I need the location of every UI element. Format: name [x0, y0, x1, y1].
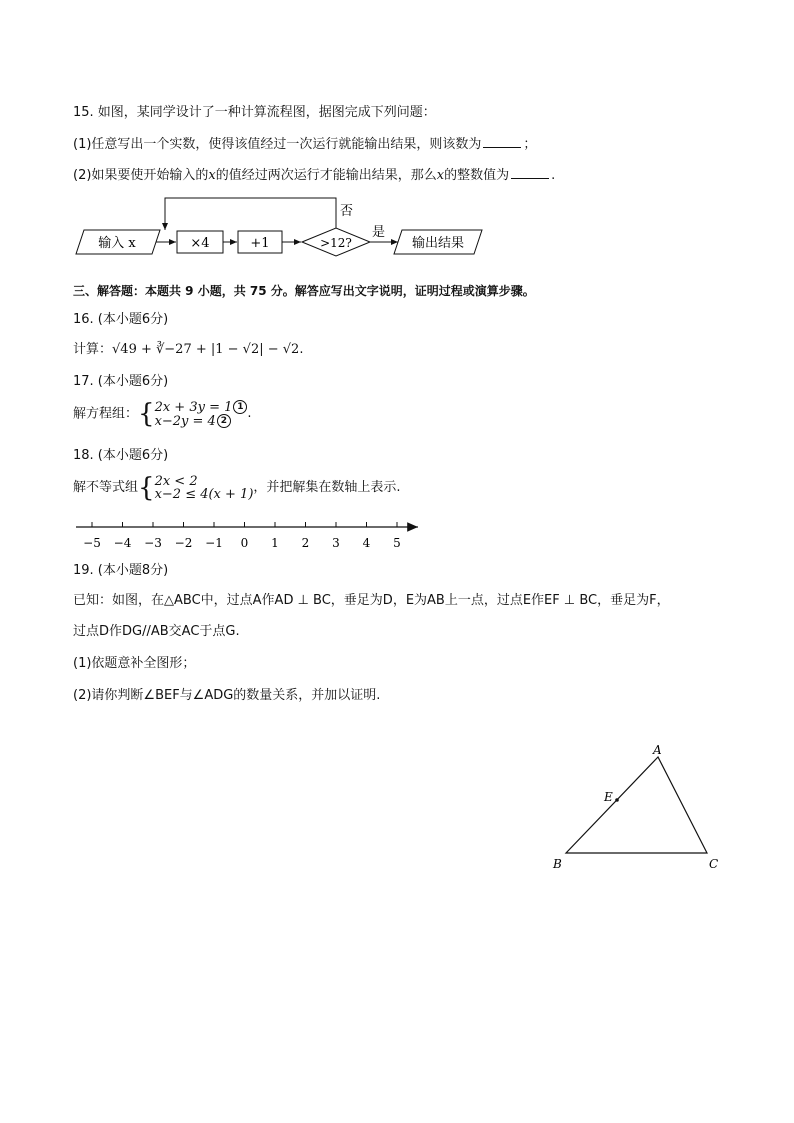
number-line-tick-label: 0 [240, 536, 249, 550]
number-line-tick-label: −5 [83, 536, 101, 550]
flow-condition-label: >12? [320, 236, 352, 250]
flow-output-label: 输出结果 [411, 236, 465, 251]
label-b: B [553, 857, 562, 871]
q18-body [73, 474, 401, 503]
q19-head: 19. (本小题8分) [73, 563, 169, 578]
number-line-tick-label: 3 [332, 536, 340, 550]
number-line-tick-label: 1 [271, 536, 279, 550]
q19-triangle-figure [0, 735, 794, 895]
flow-no-label: 否 [340, 204, 354, 219]
number-line-tick-label: −3 [144, 536, 162, 550]
q16-expression: √49 + ∛−27 + |1 − √2| − √2 [112, 342, 300, 357]
q15-part2-var2: x [436, 168, 445, 183]
q16-body [73, 341, 303, 359]
q18-head: 18. (本小题6分) [73, 448, 169, 463]
q15-part2-end: . [551, 168, 556, 183]
q15-part2-blank[interactable] [511, 166, 549, 179]
q18-number-line [0, 515, 794, 555]
q18-brace: { [138, 473, 155, 503]
q17-eq1-mark: 1 [233, 400, 247, 414]
number-line-tick-label: −4 [113, 536, 132, 550]
number-line-tick-label: −2 [174, 536, 193, 550]
number-line-tick-label: −1 [205, 536, 223, 550]
q17-head: 17. (本小题6分) [73, 374, 169, 389]
q15-part2 [73, 166, 555, 185]
flow-yes-label: 是 [372, 225, 386, 240]
q18-system [155, 475, 254, 501]
triangle-abc [566, 757, 707, 853]
q17-eq1-text: 2x + 3y = 1 [154, 399, 233, 415]
q17-body [73, 400, 252, 429]
label-e: E [604, 790, 613, 804]
q16-prefix: 计算： [73, 342, 113, 357]
q17-brace: { [138, 399, 155, 429]
flow-input-label: 输入 x [98, 236, 136, 251]
flow-loop-line [165, 198, 336, 230]
q15-part2-text-a: (2)如果要使开始输入的 [73, 168, 209, 183]
q15-part1 [73, 135, 536, 154]
point-e [615, 798, 619, 802]
q19-line1: 已知：如图，在△ABC中，过点A作AD ⊥ BC，垂足为D，E为AB上一点，过点E作EF ⊥ BC，垂足为F， [73, 593, 670, 608]
number-line-tick-label: 5 [393, 536, 401, 550]
q17-eq2 [155, 414, 231, 429]
number-line-tick-label: 4 [362, 536, 371, 550]
q15-part1-end: ； [523, 137, 537, 152]
q15-part2-text-b: 的值经过两次运行才能输出结果，那么 [215, 168, 437, 183]
q15-flowchart [0, 192, 794, 272]
q15-part2-var: x [208, 168, 216, 183]
q15-part1-blank[interactable] [483, 135, 521, 148]
q15-part2-text-c: 的整数值为 [444, 168, 510, 183]
q17-eq2-mark: 2 [217, 414, 231, 428]
number-line-tick-label: 2 [301, 536, 310, 550]
q18-suffix: ，并把解集在数轴上表示. [253, 480, 401, 495]
q16-head: 16. (本小题6分) [73, 312, 169, 327]
q17-eq2-text: x−2y = 4 [154, 413, 216, 429]
number-line-ticks [83, 522, 401, 550]
flow-mul-label: ×4 [190, 236, 210, 251]
q16-end: . [299, 342, 304, 357]
q15-stem: 15. 如图，某同学设计了一种计算流程图，据图完成下列问题： [73, 105, 436, 120]
q19-part1: (1)依题意补全图形； [73, 656, 196, 671]
label-c: C [709, 857, 719, 871]
q18-ineq2: x−2 ≤ 4(x + 1) [154, 487, 254, 502]
flow-add-label: +1 [250, 236, 270, 251]
q17-eq1 [155, 400, 248, 415]
q19-part2: (2)请你判断∠BEF与∠ADG的数量关系，并加以证明. [73, 688, 381, 703]
q19-line2: 过点D作DG//AB交AC于点G. [73, 624, 240, 639]
label-a: A [653, 743, 662, 757]
q15-part1-text: (1)任意写出一个实数，使得该值经过一次运行就能输出结果，则该数为 [73, 137, 482, 152]
q17-prefix: 解方程组： [73, 406, 139, 422]
q18-ineq1: 2x < 2 [154, 474, 198, 489]
q18-prefix: 解不等式组 [73, 480, 139, 495]
section3-title: 三、解答题：本题共 9 小题，共 75 分。解答应写出文字说明，证明过程或演算步骤。 [73, 284, 535, 298]
q17-end: . [247, 406, 252, 421]
q17-system [155, 400, 248, 428]
